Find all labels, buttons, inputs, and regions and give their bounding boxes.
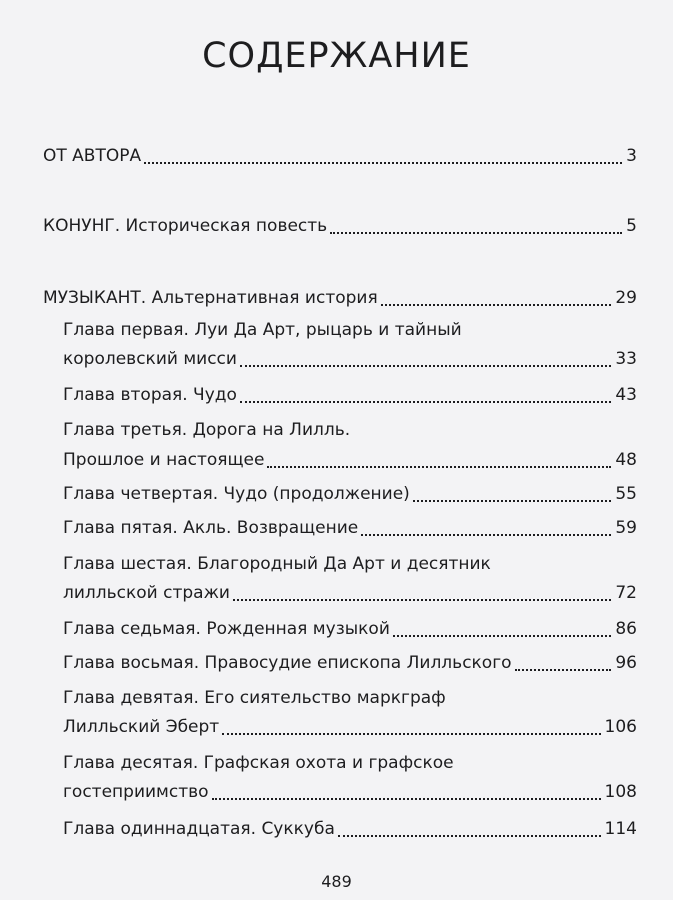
dot-leader (393, 634, 611, 637)
toc-entry-title: Глава вторая. Чудо (63, 385, 237, 405)
dot-leader (240, 364, 611, 367)
toc-entry-title: Глава четвертая. Чудо (продолжение) (63, 484, 410, 504)
toc-page-number: 3 (626, 146, 637, 166)
toc-line (63, 815, 637, 844)
toc-line (63, 649, 637, 678)
toc-line (63, 713, 637, 742)
dot-leader (330, 231, 622, 234)
toc-page-number: 55 (615, 484, 637, 504)
toc-line (63, 381, 637, 410)
toc-page-number: 96 (615, 653, 637, 673)
toc-entry-title: лилльской стражи (63, 583, 230, 603)
dot-leader (222, 732, 600, 735)
dot-leader (240, 400, 611, 403)
toc-entry-title: МУЗЫКАНТ. Альтернативная история (43, 288, 378, 308)
toc-page-number: 48 (615, 450, 637, 470)
toc-line (43, 142, 637, 171)
dot-leader (233, 598, 611, 601)
toc-line: Глава третья. Дорога на Лилль. (63, 420, 351, 440)
toc-line: Глава девятая. Его сиятельство маркграф (63, 688, 446, 708)
toc-line (63, 579, 637, 608)
toc-line (63, 778, 637, 807)
toc-line: Глава десятая. Графская охота и графское (63, 753, 454, 773)
toc-line (43, 284, 637, 313)
toc-line (43, 212, 637, 241)
toc-entry-title: ОТ АВТОРА (43, 146, 142, 166)
toc-line (63, 514, 637, 543)
toc-line (63, 446, 637, 475)
toc-line (63, 345, 637, 374)
toc-page-number: 59 (615, 518, 637, 538)
dot-leader (144, 161, 622, 164)
toc-entry-title: Глава одиннадцатая. Суккуба (63, 819, 335, 839)
dot-leader (338, 834, 601, 837)
dot-leader (381, 303, 612, 306)
toc-page-number: 86 (615, 619, 637, 639)
dot-leader (515, 668, 612, 671)
toc-page-number: 106 (604, 717, 637, 737)
dot-leader (267, 465, 611, 468)
toc-entry-title: Глава седьмая. Рожденная музыкой (63, 619, 390, 639)
dot-leader (413, 499, 612, 502)
toc-line (63, 615, 637, 644)
dot-leader (212, 797, 601, 800)
toc-page-number: 108 (604, 782, 637, 802)
dot-leader (361, 533, 611, 536)
toc-line: Глава первая. Луи Да Арт, рыцарь и тайный (63, 320, 462, 340)
toc-page-number: 33 (615, 349, 637, 369)
toc-line: Глава шестая. Благородный Да Арт и десятник (63, 554, 491, 574)
toc-page-number: 114 (604, 819, 637, 839)
toc-entry-title: Глава пятая. Акль. Возвращение (63, 518, 359, 538)
toc-entry-title: Лилльский Эберт (63, 717, 220, 737)
toc-entry-title: гостеприимство (63, 782, 209, 802)
toc-page-number: 43 (615, 385, 637, 405)
toc-entry-title: королевский мисси (63, 349, 237, 369)
toc-line (63, 480, 637, 509)
toc-page-number: 72 (615, 583, 637, 603)
toc-entry-title: КОНУНГ. Историческая повесть (43, 216, 328, 236)
toc-entry-title: Глава восьмая. Правосудие епископа Лилльского (63, 653, 512, 673)
toc-page-number: 5 (626, 216, 637, 236)
page-title: СОДЕРЖАНИЕ (202, 36, 471, 76)
page-number: 489 (321, 872, 352, 891)
toc-page-number: 29 (615, 288, 637, 308)
toc-entry-title: Прошлое и настоящее (63, 450, 265, 470)
